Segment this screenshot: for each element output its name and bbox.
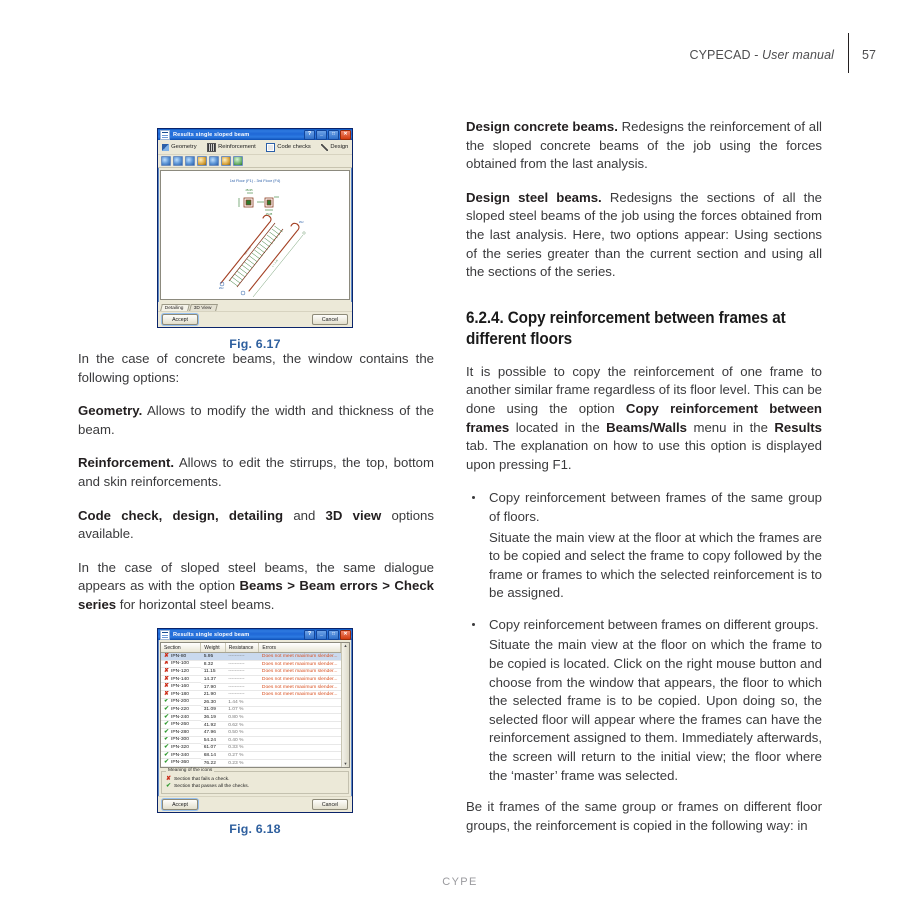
cell-weight: 5.95: [201, 653, 226, 661]
cell-section: [161, 752, 201, 760]
bullet-list: [466, 489, 822, 785]
manual-title-italic: User manual: [762, 48, 834, 62]
code-check-mid: and: [283, 507, 326, 523]
table-row[interactable]: [161, 653, 341, 661]
close-button[interactable]: ✕: [340, 130, 351, 140]
table-row[interactable]: [161, 721, 341, 729]
cell-errors: Does not meet maximum slender...: [259, 653, 341, 661]
cell-section: [161, 706, 201, 714]
table-row[interactable]: [161, 744, 341, 752]
pass-icon: ✔: [164, 751, 170, 758]
window-controls: [304, 630, 351, 640]
cell-resistance: ----------: [225, 683, 259, 691]
section-heading-624: 6.2.4. Copy reinforcement between frames at different floors: [466, 308, 786, 348]
menu-item-reinforcement-label: Reinforcement: [218, 144, 256, 150]
cell-resistance: ----------: [225, 676, 259, 684]
page-header: [460, 42, 920, 68]
section-name: IPN-220: [171, 706, 189, 712]
design-concrete-text: Redesigns the reinforcement of all the sloped concrete beams of the job using the forces obtained from the last analysis.: [466, 119, 822, 172]
close-button[interactable]: ✕: [340, 630, 351, 640]
svg-text:25x35: 25x35: [245, 189, 253, 192]
svg-text:eØ6 c/15: eØ6 c/15: [243, 246, 252, 256]
cell-errors: Does not meet maximum slender...: [259, 683, 341, 691]
reinforcement-text: Allows to edit the stirrups, the top, bottom and skin reinforcements.: [78, 455, 434, 489]
section-name: IPN-300: [171, 737, 189, 743]
table-row[interactable]: [161, 676, 341, 684]
fail-icon: ✘: [164, 683, 170, 690]
cell-section: [161, 744, 201, 752]
tab-detailing-label: Detailing: [164, 305, 184, 311]
menu-item-code-checks[interactable]: [266, 143, 311, 152]
window-controls: [304, 130, 351, 140]
zoom-in-icon[interactable]: [173, 156, 183, 166]
pass-icon: ✔: [164, 706, 170, 712]
cell-errors: Does not meet maximum slender...: [259, 691, 341, 699]
cancel-button[interactable]: Cancel: [312, 314, 348, 325]
legend-fail-label: Section that fails a check.: [174, 777, 230, 783]
cell-errors: [259, 706, 341, 714]
menu-item-code-checks-label: Code checks: [277, 144, 311, 150]
copy-option-bold: Copy reinforcement between frames: [466, 400, 822, 435]
cell-weight: 31.09: [201, 706, 226, 714]
cell-section: [161, 721, 201, 729]
code-check-text: options available.: [78, 507, 434, 542]
sections-table: [161, 643, 341, 767]
legend-row-fail: [166, 777, 344, 782]
menu-item-geometry-label: Geometry: [171, 144, 197, 150]
cell-section: [161, 759, 201, 767]
beam-drawing-canvas[interactable]: [160, 170, 350, 300]
copy-text-3: menu in the: [687, 419, 775, 435]
cancel-button[interactable]: Cancel: [312, 799, 348, 810]
cell-resistance: 0.40 %: [225, 737, 259, 745]
geometry-label: Geometry.: [78, 403, 143, 419]
pass-icon: ✔: [164, 744, 170, 750]
section-name: IPN-200: [171, 699, 189, 705]
code-checks-icon: [266, 143, 275, 152]
section-name: IPN-180: [171, 691, 189, 697]
cell-resistance: 0.23 %: [225, 759, 259, 767]
accept-button[interactable]: Accept: [162, 314, 198, 325]
window-title: Results single sloped beam: [173, 631, 250, 638]
fail-icon: ✘: [164, 653, 170, 659]
cell-weight: 47.96: [201, 729, 226, 737]
paragraph-design-steel: [466, 189, 822, 282]
design-steel-text: Redesigns the sections of all the sloped steel beams of the job using the forces obtained from the last analysis. Here, two options appear: Using sections of the series greater than the current section and using all the sections of the series.: [466, 189, 822, 280]
section-name: IPN-280: [171, 729, 189, 735]
column-header-section[interactable]: Section: [161, 643, 201, 653]
window-app-icon: [160, 630, 170, 640]
bullet-2-head: Copy reinforcement between frames on different groups.: [489, 616, 819, 632]
cell-errors: [259, 752, 341, 760]
window-toolbar: [158, 155, 352, 168]
bullet-1-body: Situate the main view at the floor at which the frames are to be copied and select the frame to copy followed by the frame or frames to which the selected reinforcement is to be assigned.: [489, 529, 822, 601]
pass-icon: ✔: [164, 713, 170, 720]
canvas-floor-label: 1st Floor (F1) - 3rd Floor (F4): [229, 178, 281, 183]
menu-item-reinforcement[interactable]: [207, 143, 256, 152]
results-single-sloped-beam-window[interactable]: [157, 128, 353, 328]
paragraph-steel-beams: [78, 559, 434, 615]
paragraph-geometry: [78, 402, 434, 439]
tab-3d-view-label: 3D View: [193, 305, 212, 311]
table-row[interactable]: [161, 691, 341, 699]
cell-weight: 11.15: [201, 668, 226, 676]
cell-resistance: 0.33 %: [225, 744, 259, 752]
table-row[interactable]: [161, 729, 341, 737]
cell-errors: [259, 744, 341, 752]
copy-text-4: tab. The explanation on how to use this option is displayed upon pressing F1.: [466, 438, 822, 472]
results-tab-bold: Results: [774, 419, 822, 435]
bullet-1-head: Copy reinforcement between frames of the same group of floors.: [489, 490, 822, 524]
svg-text:L = 3.45: L = 3.45: [271, 258, 280, 268]
help-button[interactable]: ?: [304, 130, 315, 140]
pass-icon: ✔: [164, 728, 170, 735]
print-icon[interactable]: [221, 156, 231, 166]
cell-weight: 68.14: [201, 752, 226, 760]
cell-resistance: ----------: [225, 653, 259, 661]
cell-section: [161, 691, 201, 699]
fail-icon: ✘: [164, 675, 170, 682]
paragraph-closing: Be it frames of the same group or frames on different floor groups, the reinforcement is copied in the following way: in: [466, 799, 822, 833]
window-footer: [158, 796, 352, 812]
bullet-dot-icon: [472, 623, 475, 626]
cell-resistance: ----------: [225, 661, 259, 669]
menu-item-design-label: Design: [330, 144, 349, 150]
cell-errors: Does not meet maximum slender...: [259, 661, 341, 669]
maximize-button[interactable]: □: [328, 130, 339, 140]
cell-resistance: 0.62 %: [225, 721, 259, 729]
section-name: IPN-320: [171, 744, 189, 750]
cell-weight: 8.32: [201, 661, 226, 669]
cell-resistance: ----------: [225, 691, 259, 699]
refresh-icon[interactable]: [233, 156, 243, 166]
fail-icon: ✘: [164, 668, 170, 674]
maximize-button[interactable]: □: [328, 630, 339, 640]
svg-text:Ø12: Ø12: [299, 221, 304, 224]
steel-text-2: for horizontal steel beams.: [116, 596, 275, 612]
table-row[interactable]: [161, 737, 341, 745]
cell-weight: 61.07: [201, 744, 226, 752]
scroll-down-icon[interactable]: ▼: [343, 761, 348, 767]
beams-walls-menu-bold: Beams/Walls: [606, 419, 688, 435]
cell-section: [161, 737, 201, 745]
cell-section: [161, 676, 201, 684]
cell-resistance: 1.44 %: [225, 699, 259, 707]
table-row[interactable]: [161, 661, 341, 669]
section-name: IPN-260: [171, 722, 189, 728]
copy-text-1: It is possible to copy the reinforcement of one frame to another similar frame regardless of its floor level. This can be done using the option: [466, 363, 822, 416]
cell-errors: Does not meet maximum slender...: [259, 668, 341, 676]
cell-errors: [259, 737, 341, 745]
table-row[interactable]: [161, 752, 341, 760]
table-row[interactable]: [161, 759, 341, 767]
legend-pass-label: Section that passes all the checks.: [174, 784, 250, 790]
accept-button[interactable]: Accept: [162, 799, 198, 810]
section-name: IPN-240: [171, 714, 189, 720]
geometry-icon: [162, 144, 169, 151]
section-name: IPN-100: [171, 661, 189, 667]
table-row[interactable]: [161, 714, 341, 722]
section-name: IPN-140: [171, 676, 189, 682]
minimize-button[interactable]: _: [316, 130, 327, 140]
zoom-window-icon[interactable]: [209, 156, 219, 166]
section-name: IPN-80: [171, 653, 187, 659]
scroll-up-icon[interactable]: ▲: [343, 643, 348, 648]
pass-icon: ✔: [164, 698, 170, 705]
column-header-weight[interactable]: Weight: [201, 643, 226, 653]
three-d-view-label: 3D view: [325, 507, 382, 523]
window-title: Results single sloped beam: [173, 131, 250, 138]
column-header-errors[interactable]: Errors: [259, 643, 341, 653]
fail-icon: ✘: [164, 690, 170, 697]
icons-legend: [161, 768, 349, 794]
cell-resistance: ----------: [225, 668, 259, 676]
cell-weight: 76.22: [201, 759, 226, 767]
section-name: IPN-120: [171, 668, 189, 674]
cell-errors: Does not meet maximum slender...: [259, 676, 341, 684]
sections-table-body: [161, 653, 341, 767]
bullet-dot-icon: [472, 496, 475, 499]
sloped-beam-drawing: [161, 171, 350, 299]
window-menubar: [158, 140, 352, 155]
steel-text-1: In the case of sloped steel beams, the same dialogue appears as with the option: [78, 559, 434, 594]
results-sections-window[interactable]: [157, 628, 353, 813]
cell-errors: [259, 729, 341, 737]
paragraph-code-check: [78, 507, 434, 544]
menu-item-design[interactable]: [321, 144, 349, 151]
figure-6-18-caption: Fig. 6.18: [229, 822, 281, 837]
cell-weight: 26.30: [201, 699, 226, 707]
pass-icon: ✔: [164, 759, 170, 766]
page-number: 57: [862, 48, 876, 62]
cell-errors: [259, 721, 341, 729]
cell-resistance: 0.80 %: [225, 714, 259, 722]
paragraph-copy-reinforcement: [466, 363, 822, 475]
cell-errors: [259, 714, 341, 722]
paragraph-intro-options: In the case of concrete beams, the window contains the following options:: [78, 351, 434, 385]
table-row[interactable]: [161, 706, 341, 714]
table-row[interactable]: [161, 668, 341, 676]
window-titlebar: [158, 629, 352, 640]
cell-section: [161, 683, 201, 691]
svg-text:Ø12: Ø12: [219, 287, 224, 290]
legend-row-pass: [166, 784, 344, 789]
pass-icon: ✔: [164, 736, 170, 743]
right-column: [466, 118, 822, 850]
cell-section: [161, 661, 201, 669]
window-tabs: [158, 302, 352, 311]
cell-section: [161, 668, 201, 676]
menu-item-geometry[interactable]: [162, 144, 197, 151]
cell-errors: [259, 699, 341, 707]
figure-6-17-caption: Fig. 6.17: [229, 337, 281, 351]
measure-icon[interactable]: [197, 156, 207, 166]
manual-title: CYPECAD - User manual: [689, 48, 834, 62]
help-button[interactable]: ?: [304, 630, 315, 640]
cell-resistance: 0.50 %: [225, 729, 259, 737]
svg-text:25x35: 25x35: [265, 213, 273, 216]
pass-icon: ✔: [166, 783, 172, 790]
legend-title: Meaning of the icons: [168, 768, 213, 774]
header-divider: [848, 33, 849, 73]
tab-3d-view[interactable]: [189, 304, 218, 311]
cell-weight: 36.19: [201, 714, 226, 722]
window-titlebar: [158, 129, 352, 140]
sections-table-container[interactable]: [160, 642, 350, 768]
design-concrete-label: Design concrete beams.: [466, 119, 618, 134]
design-steel-label: Design steel beams.: [466, 189, 602, 205]
cell-weight: 21.90: [201, 691, 226, 699]
section-name: IPN-160: [171, 684, 189, 690]
cell-section: [161, 729, 201, 737]
design-icon: [321, 144, 328, 151]
reinforcement-label: Reinforcement.: [78, 455, 174, 471]
window-footer: [158, 311, 352, 327]
cell-weight: 54.24: [201, 737, 226, 745]
cell-weight: 14.37: [201, 676, 226, 684]
table-row[interactable]: [161, 699, 341, 707]
list-item: [466, 616, 822, 785]
cell-resistance: 0.27 %: [225, 752, 259, 760]
table-scrollbar[interactable]: [341, 643, 349, 767]
fail-icon: ✘: [164, 660, 170, 667]
window-app-icon: [160, 130, 170, 140]
tab-detailing[interactable]: [160, 304, 189, 311]
cell-section: [161, 699, 201, 707]
fail-icon: ✘: [166, 776, 172, 783]
copy-text-2: located in the: [509, 419, 607, 435]
cell-section: [161, 714, 201, 722]
table-row[interactable]: [161, 683, 341, 691]
table-header-row: [161, 643, 341, 653]
section-name: IPN-340: [171, 752, 189, 758]
figure-6-17: [157, 128, 353, 351]
paragraph-reinforcement: [78, 454, 434, 491]
pointer-icon[interactable]: [161, 156, 171, 166]
cell-section: [161, 653, 201, 661]
cell-resistance: 1.07 %: [225, 706, 259, 714]
zoom-out-icon[interactable]: [185, 156, 195, 166]
paragraph-design-concrete: [466, 118, 822, 174]
cell-weight: 41.92: [201, 721, 226, 729]
geometry-text: Allows to modify the width and thickness of the beam.: [78, 403, 434, 437]
cell-weight: 17.90: [201, 683, 226, 691]
footer-logo: CYPE: [442, 876, 478, 888]
code-check-label: Code check, design, detailing: [78, 507, 284, 523]
list-item: [466, 489, 822, 603]
bullet-2-body: Situate the main view at the floor on which the frame to be copied is located. Click on the right mouse button and choose from the window that appears, the floor to which the selected frame is to be copied. Upon doing so, the selected floor will appear where the frames can have the reinforcement assigned to them. Immediately afterwards, the screen will return to the initial view; the floor where the ‘master’ frame was selected.: [489, 637, 822, 783]
figure-6-18: [157, 628, 353, 836]
pass-icon: ✔: [164, 721, 170, 728]
minimize-button[interactable]: _: [316, 630, 327, 640]
steel-menu-path: Beams > Beam errors > Check series: [78, 578, 434, 612]
reinforcement-icon: [207, 143, 216, 152]
section-name: IPN-360: [171, 760, 189, 766]
cell-errors: [259, 759, 341, 767]
column-header-resistance[interactable]: Resistance: [225, 643, 259, 653]
